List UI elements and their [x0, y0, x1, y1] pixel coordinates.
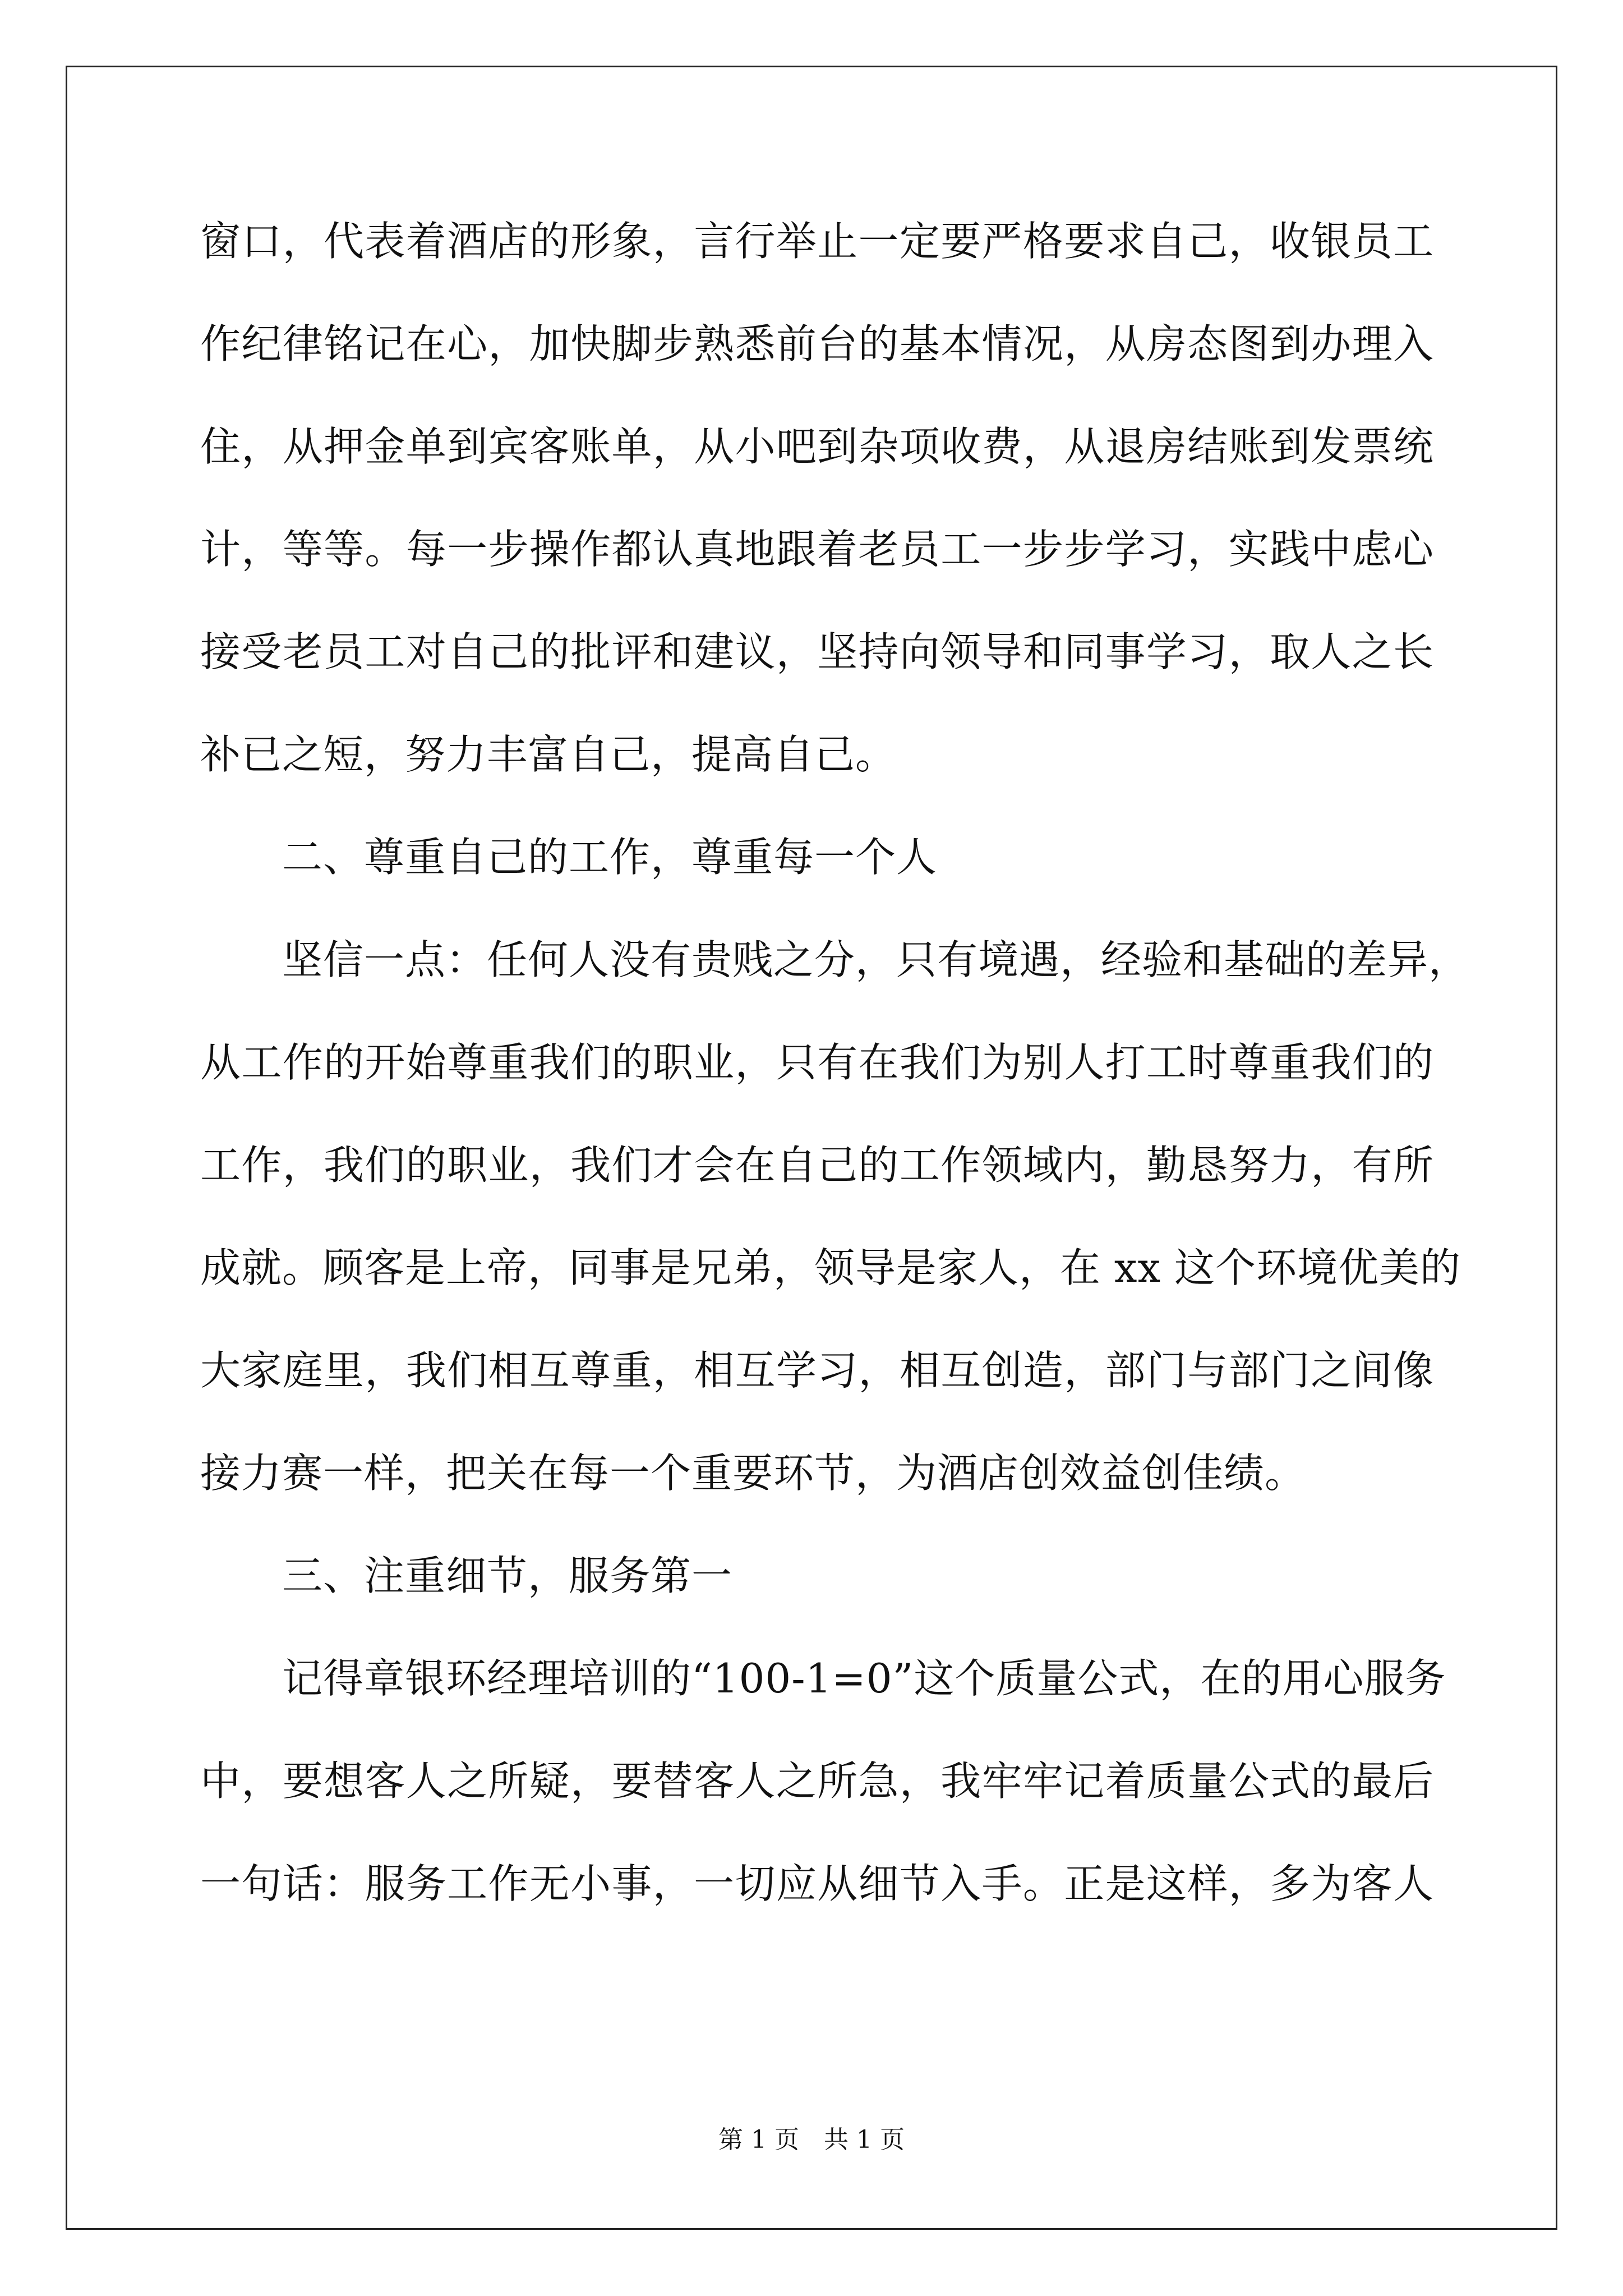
text-line-4: 计，等等。每一步操作都认真地跟着老员工一步步学习，实践中虑心: [200, 526, 1434, 573]
text-line-16: 中，要想客人之所疑，要替客人之所急，我牢牢记着质量公式的最后: [200, 1757, 1434, 1805]
text-line-9: 从工作的开始尊重我们的职业，只有在我们为别人打工时尊重我们的: [200, 1039, 1434, 1086]
text-line-10: 工作，我们的职业，我们才会在自己的工作领域内，勤恳努力，有所: [200, 1142, 1434, 1189]
text-line-13: 接力赛一样，把关在每一个重要环节，为酒店创效益创佳绩。: [200, 1450, 1306, 1497]
text-line-11: 成就。顾客是上帝，同事是兄弟，领导是家人，在 xx 这个环境优美的: [200, 1244, 1461, 1291]
page-number-footer: 第 1 页 共 1 页: [718, 2125, 905, 2154]
text-line-6: 补已之短，努力丰富自己，提高自己。: [200, 731, 897, 778]
text-line-1: 窗口，代表着酒店的形象，言行举止一定要严格要求自己，收银员工: [200, 218, 1434, 265]
section-heading-2: 二、尊重自己的工作，尊重每一个人: [282, 834, 938, 881]
text-line-12: 大家庭里，我们相互尊重，相互学习，相互创造，部门与部门之间像: [200, 1347, 1434, 1394]
text-line-15: 记得章银环经理培训的“100-1=0”这个质量公式，在的用心服务: [282, 1655, 1446, 1702]
section-heading-3: 三、注重细节，服务第一: [282, 1552, 733, 1599]
text-line-8: 坚信一点：任何人没有贵贱之分，只有境遇，经验和基础的差异，: [282, 936, 1470, 983]
text-line-2: 作纪律铭记在心，加快脚步熟悉前台的基本情况，从房态图到办理入: [200, 320, 1434, 367]
text-line-3: 住，从押金单到宾客账单，从小吧到杂项收费，从退房结账到发票统: [200, 423, 1434, 470]
text-line-5: 接受老员工对自己的批评和建议，坚持向领导和同事学习，取人之长: [200, 628, 1434, 675]
text-line-17: 一句话：服务工作无小事，一切应从细节入手。正是这样，多为客人: [200, 1860, 1434, 1907]
